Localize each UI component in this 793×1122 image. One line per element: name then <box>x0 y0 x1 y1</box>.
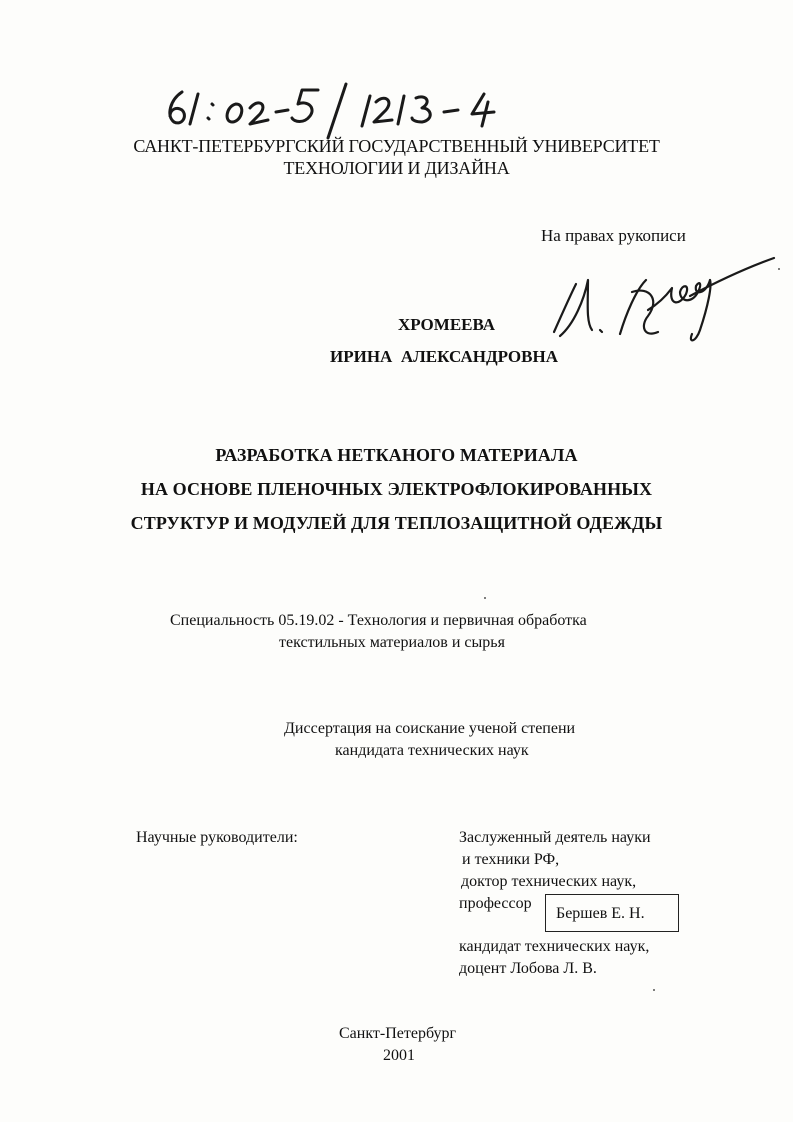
supervisor1-line3: доктор технических наук, <box>461 873 637 890</box>
footer-year: 2001 <box>383 1047 415 1064</box>
author-signature <box>540 250 780 350</box>
supervisor1-name: Бершев Е. Н. <box>556 905 645 922</box>
supervisor1-line4: профессор <box>459 895 532 912</box>
author-surname: ХРОМЕЕВА <box>398 315 496 334</box>
thesis-title-line1: РАЗРАБОТКА НЕТКАНОГО МАТЕРИАЛА <box>215 445 578 465</box>
specialty-line1: Специальность 05.19.02 - Технология и первичная обработка <box>170 612 587 629</box>
thesis-title-line2: НА ОСНОВЕ ПЛЕНОЧНЫХ ЭЛЕКТРОФЛОКИРОВАННЫХ <box>140 479 653 499</box>
university-name-line1: САНКТ-ПЕТЕРБУРГСКИЙ ГОСУДАРСТВЕННЫЙ УНИВЕРСИТЕТ <box>133 136 660 156</box>
supervisors-label: Научные руководители: <box>136 829 298 846</box>
manuscript-note: На правах рукописи <box>541 226 686 245</box>
dissertation-line2: кандидата технических наук <box>335 742 529 759</box>
supervisor1-line1: Заслуженный деятель науки <box>459 829 651 846</box>
supervisor1-line2: и техники РФ, <box>462 851 560 868</box>
scan-speck <box>653 989 655 991</box>
author-name: ИРИНА АЛЕКСАНДРОВНА <box>330 347 558 366</box>
scan-speck <box>484 597 486 599</box>
archive-number-handwriting <box>160 80 540 140</box>
scan-speck <box>778 268 780 270</box>
university-name-line2: ТЕХНОЛОГИИ И ДИЗАЙНА <box>283 158 510 178</box>
footer-city: Санкт-Петербург <box>339 1025 457 1042</box>
specialty-line2: текстильных материалов и сырья <box>279 634 505 651</box>
thesis-title-line3: СТРУКТУР И МОДУЛЕЙ ДЛЯ ТЕПЛОЗАЩИТНОЙ ОДЕЖДЫ <box>130 513 663 533</box>
dissertation-line1: Диссертация на соискание ученой степени <box>284 720 576 737</box>
supervisor2-line2: доцент Лобова Л. В. <box>459 960 597 977</box>
supervisor2-line1: кандидат технических наук, <box>459 938 650 955</box>
